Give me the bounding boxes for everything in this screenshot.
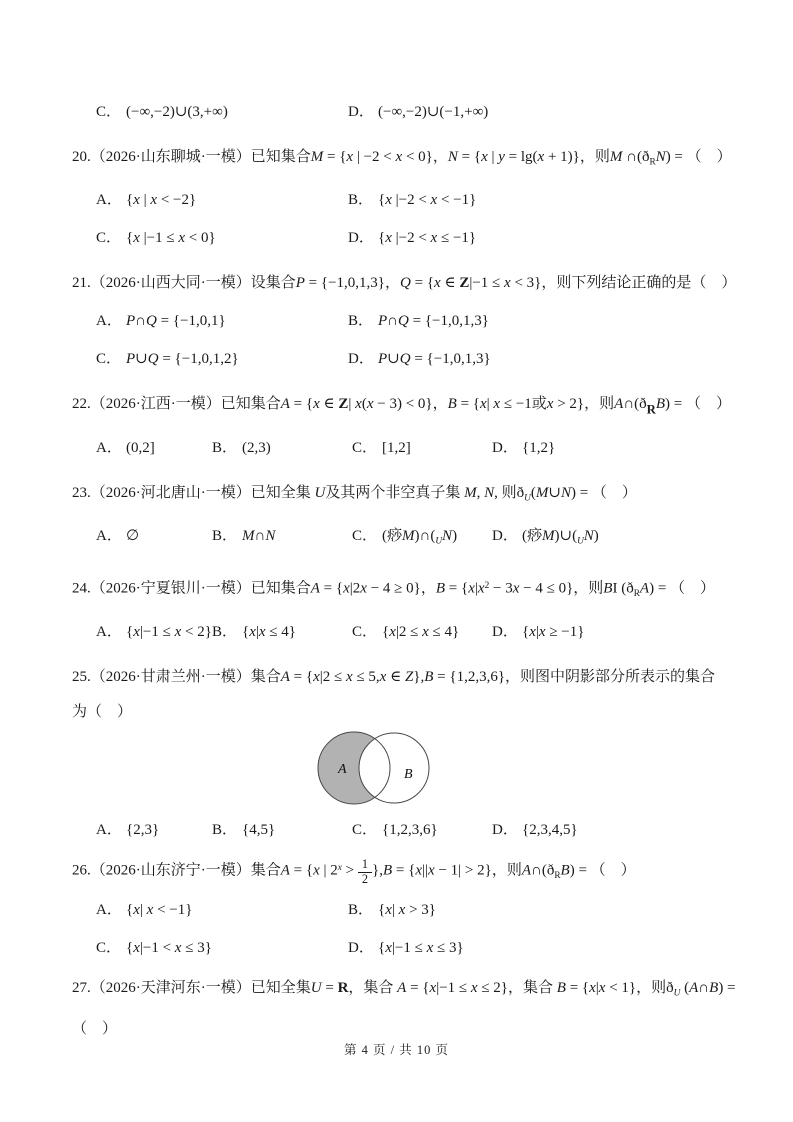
q25-options-option-c [352, 818, 492, 842]
q20-options-ab-option-b [348, 188, 476, 212]
q23-options-option-b [212, 524, 352, 553]
q26-options-ab-option-b [348, 898, 436, 922]
q21-options-ab-option-a [96, 309, 348, 333]
q26-options-cd-option-c [96, 936, 348, 960]
option-formula: {x| x > 3} [378, 902, 436, 919]
option-formula: P∩Q = {−1,0,1,3} [378, 313, 489, 330]
q25-options-option-d [492, 818, 578, 842]
option-label: D． [492, 528, 518, 545]
option-formula: {x|−1 ≤ x ≤ 3} [378, 940, 464, 957]
option-formula: {1,2} [522, 439, 556, 456]
option-label: A． [96, 313, 122, 330]
option-formula: (−∞,−2)∪(−1,+∞) [378, 104, 489, 120]
option-formula: {x |−1 ≤ x < 0} [126, 230, 216, 247]
option-label: B． [348, 902, 374, 919]
q24-options [0, 620, 793, 644]
venn-label-a: A [338, 762, 347, 778]
option-label: A． [96, 439, 122, 456]
q22-options-option-a [96, 436, 212, 460]
option-formula: (0,2] [126, 439, 155, 456]
q25-options [0, 818, 793, 842]
option-label: D． [348, 230, 374, 247]
q23-options-option-c [352, 524, 492, 553]
q23-stem: 23.（2026·河北唐山·一模）已知全集 U及其两个非空真子集 M, N, 则$ð_U(M\cup N)$ = （ ） [72, 484, 637, 504]
q21-stem: 21.（2026·山西大同·一模）设集合P = {−1,0,1,3}，Q = {x ∈ Z|−1 ≤ x < 3}，则下列结论正确的是（ ） [72, 275, 737, 292]
option-formula: {x |−2 < x ≤ −1} [378, 230, 477, 247]
option-formula: [1,2] [382, 439, 411, 456]
q20-options-ab-option-a [96, 188, 348, 212]
q26-options-cd [0, 936, 793, 960]
q26-options-cd-option-d [348, 936, 464, 960]
q24-stem: 24.（2026·宁夏银川·一模）已知集合A = {x|2x − 4 ≥ 0}，$B = \{x|x^2 - 3x - 4 \le 0\}$，则BI $(ð_RA)$ = （ ） [72, 581, 716, 600]
option-label: B． [348, 313, 374, 330]
option-label: C． [352, 624, 378, 641]
option-formula: {4,5} [242, 822, 276, 839]
q22-options-option-b [212, 436, 352, 460]
q26-options-ab [0, 898, 793, 922]
q19-options-cd-option-d [348, 100, 488, 124]
page-footer: 第 4 页 / 共 10 页 [344, 1043, 449, 1057]
q24-options-option-b [212, 620, 352, 644]
q24-options-option-d [492, 620, 584, 644]
option-formula: {x|x ≤ 4} [242, 624, 296, 641]
venn-label-b: B [404, 767, 413, 783]
option-formula: {x |−2 < x < −1} [378, 192, 477, 209]
q26-options-ab-option-a [96, 898, 348, 922]
option-label: A． [96, 528, 122, 545]
option-label: C． [352, 439, 378, 456]
option-formula: M∩N [242, 528, 276, 545]
option-label: C． [96, 104, 122, 120]
q27-line2: （ ） [72, 1020, 118, 1037]
option-label: B． [212, 822, 238, 839]
option-formula: {x|−1 < x ≤ 3} [126, 940, 212, 957]
option-formula: (痧$M)\cap(_UN)$ [382, 528, 458, 547]
option-formula: {x| x < −1} [126, 902, 193, 919]
option-label: D． [492, 439, 518, 456]
q22-options-option-d [492, 436, 555, 460]
q21-options-cd [0, 347, 793, 371]
q23-options-option-a [96, 524, 212, 553]
q21-options-cd-option-c [96, 347, 348, 371]
option-label: A． [96, 624, 122, 641]
q23-options-option-d [492, 524, 599, 553]
option-label: B． [212, 624, 238, 641]
option-formula: {x|x ≥ −1} [522, 624, 585, 641]
option-formula: {x | x < −2} [126, 192, 197, 209]
option-label: A． [96, 192, 122, 209]
option-formula: (2,3) [242, 439, 271, 456]
option-formula: (痧$M)\cup(_UN)$ [522, 528, 599, 547]
q22-stem: 22.（2026·江西·一模）已知集合A = {x ∈ Z| x(x − 3) < 0}，B = {x| x ≤ −1或x > 2}，则$A\cap(ð_RB)$ = （ ） [72, 396, 732, 417]
q24-options-option-c [352, 620, 492, 644]
q22-options-option-c [352, 436, 492, 460]
option-label: C． [96, 230, 122, 247]
q25-options-option-b [212, 818, 352, 842]
option-formula: P∪Q = {−1,0,1,2} [126, 351, 239, 368]
option-label: D． [348, 940, 374, 957]
q21-options-cd-option-d [348, 347, 491, 371]
option-formula: {x|−1 ≤ x < 2} [126, 624, 212, 641]
q26-stem: 26.（2026·山东济宁·一模）集合A = {x | $2^x$ > $\frac{1}{2}$ },B = {x||x − 1| > 2}，则$A\cap(ð_RB)$ = （ ） [72, 857, 636, 886]
q19-options-cd-option-c [96, 100, 348, 124]
option-label: C． [96, 351, 122, 368]
option-label: A． [96, 822, 122, 839]
q27-stem: 27.（2026·天津河东·一模）已知全集U = R，集合 A = {x|−1 ≤ x ≤ 2}，集合 B = {x|x < 1}，则$ð_U$ (A∩B) = [72, 980, 736, 999]
option-formula: (−∞,−2)∪(3,+∞) [126, 104, 228, 120]
q19-options-cd [0, 100, 793, 124]
option-formula: {1,2,3,6} [382, 822, 438, 839]
option-label: B． [212, 528, 238, 545]
q24-options-option-a [96, 620, 212, 644]
q25-stem: 25.（2026·甘肃兰州·一模）集合A = {x|2 ≤ x ≤ 5,x ∈ Z},B = {1,2,3,6}，则图中阴影部分所表示的集合 [72, 669, 716, 686]
venn-circle-b [359, 733, 429, 803]
q23-options [0, 524, 793, 553]
q22-options [0, 436, 793, 460]
venn-diagram [308, 726, 458, 810]
option-formula: P∪Q = {−1,0,1,3} [378, 351, 491, 368]
option-formula: ∅ [126, 528, 140, 545]
option-label: D． [348, 351, 374, 368]
option-formula: P∩Q = {−1,0,1} [126, 313, 226, 330]
option-label: C． [96, 940, 122, 957]
q20-options-cd-option-c [96, 226, 348, 250]
option-formula: {2,3} [126, 822, 160, 839]
option-label: A． [96, 902, 122, 919]
option-formula: {x|2 ≤ x ≤ 4} [382, 624, 460, 641]
q21-options-ab [0, 309, 793, 333]
q20-options-ab [0, 188, 793, 212]
option-formula: {2,3,4,5} [522, 822, 578, 839]
option-label: B． [348, 192, 374, 209]
option-label: D． [492, 822, 518, 839]
q21-options-ab-option-b [348, 309, 489, 333]
option-label: D． [492, 624, 518, 641]
venn-figure [0, 726, 793, 810]
option-label: D． [348, 104, 374, 120]
option-label: C． [352, 822, 378, 839]
option-label: B． [212, 439, 238, 456]
q25-line2: 为（ ） [72, 704, 133, 721]
q20-options-cd [0, 226, 793, 250]
q20-stem: 20.（2026·山东聊城·一模）已知集合M = {x | −2 < x < 0}，N = {x | y = lg(x + 1)}，则M $\cap(ð_RN)$ = （ ） [72, 149, 732, 168]
q25-options-option-a [96, 818, 212, 842]
q20-options-cd-option-d [348, 226, 476, 250]
fraction: $\frac{1}{2}$ [358, 858, 372, 886]
option-label: C． [352, 528, 378, 545]
